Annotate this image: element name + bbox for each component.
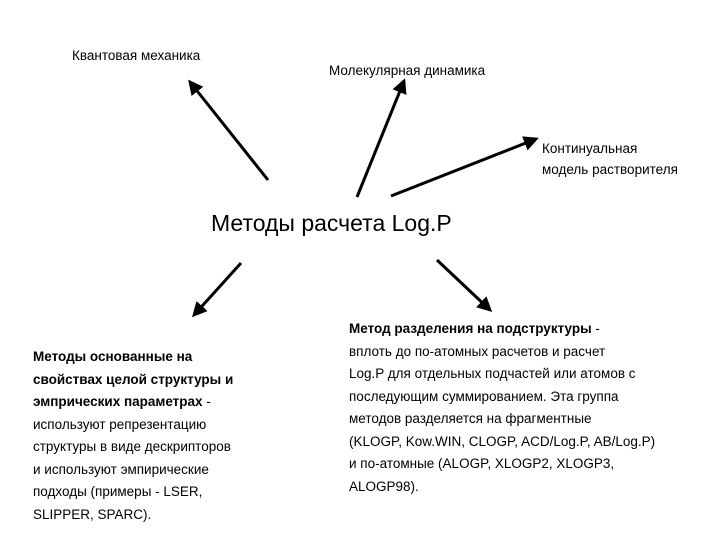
arrow-to-whole-structure-methods — [194, 263, 241, 315]
label-quantum-mechanics: Квантовая механика — [72, 48, 201, 63]
left-block-line: SLIPPER, SPARC). — [33, 506, 152, 522]
left-block-line: подходы (примеры - LSER, — [33, 484, 203, 499]
right-block-line: Log.P для отдельных подчастей или атомов с — [349, 366, 636, 381]
left-block-line-normal-part: - — [202, 394, 211, 409]
right-block-line — [349, 318, 655, 341]
left-block-line: и используют эмпирические — [33, 461, 209, 477]
center-title: Методы расчета Log.P — [211, 210, 452, 236]
label-continual-model-line2: модель растворителя — [542, 162, 678, 177]
right-block-substructure-methods — [349, 318, 655, 498]
left-block-line: свойствах целой структуры и — [33, 371, 234, 387]
right-block-line: и по-атомные (ALOGP, XLOGP2, XLOGP3, — [349, 456, 615, 471]
arrow-to-continual-model — [391, 139, 536, 196]
right-block-line-bold-part: Метод разделения на подструктуры — [349, 321, 592, 336]
right-block-line-normal-part: - — [591, 321, 600, 336]
arrow-to-molecular-dynamics — [357, 81, 404, 197]
left-block-line: структуры в виде дескрипторов — [33, 439, 231, 454]
arrow-to-quantum-mechanics — [190, 82, 268, 180]
label-molecular-dynamics: Молекулярная динамика — [329, 63, 486, 78]
label-continual-model-line1: Континуальная — [542, 141, 638, 156]
left-block-whole-structure-methods — [33, 346, 233, 526]
left-block-line — [33, 391, 233, 414]
right-block-line: вплоть до по-атомных расчетов и расчет — [349, 343, 606, 359]
right-block-line: ALOGP98). — [349, 478, 419, 494]
right-block-line: (KLOGP, Kow.WIN, CLOGP, ACD/Log.P, AB/Log.P) — [349, 433, 656, 449]
left-block-line: используют репрезентацию — [33, 416, 207, 432]
arrow-to-substructure-methods — [437, 260, 490, 310]
right-block-line: последующим суммированием. Эта группа — [349, 388, 619, 404]
left-block-line-bold-part: эмпрических параметрах — [33, 394, 203, 409]
right-block-line: методов разделяется на фрагментные — [349, 411, 592, 426]
left-block-line: Методы основанные на — [33, 349, 193, 364]
